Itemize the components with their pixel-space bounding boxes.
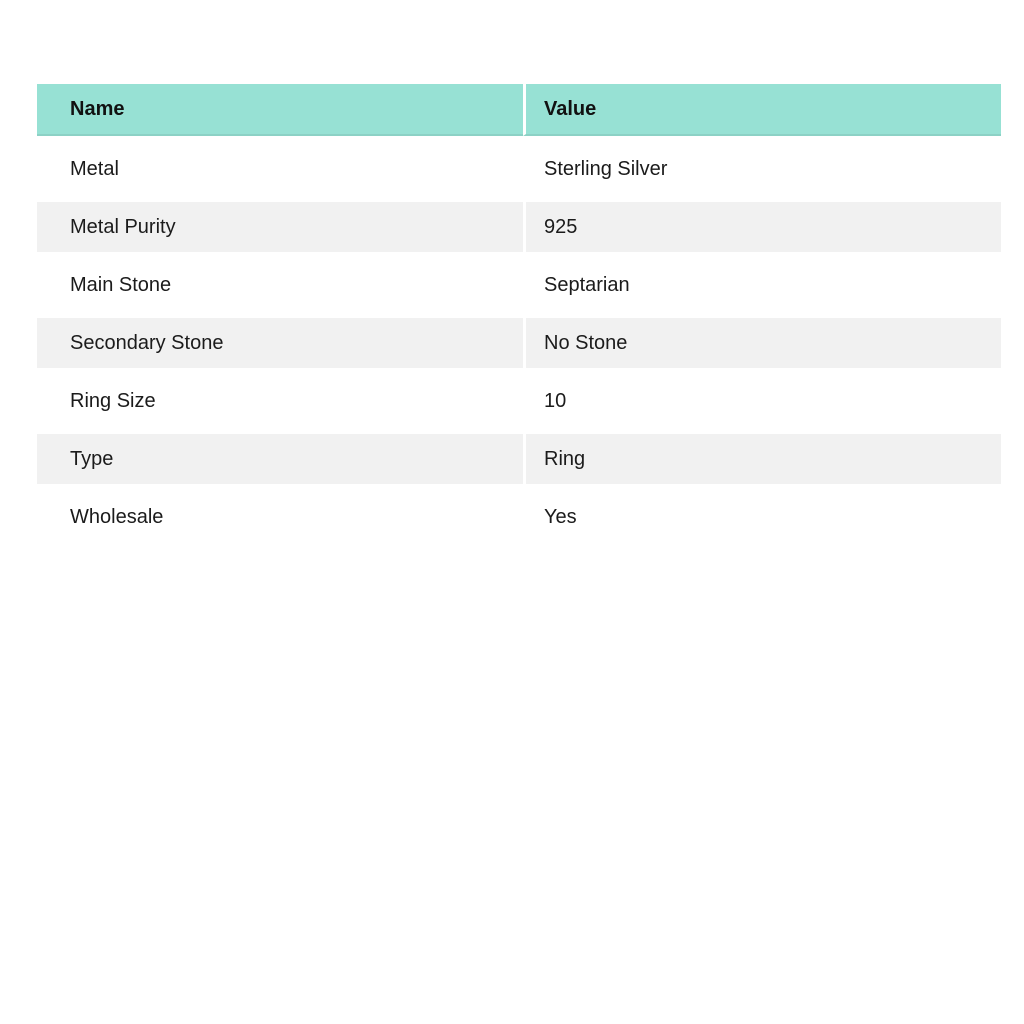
attribute-name-cell: Metal Purity bbox=[70, 215, 176, 238]
name-column-header: Name bbox=[37, 84, 523, 136]
attribute-value-cell: Sterling Silver bbox=[523, 144, 1001, 194]
attribute-name-cell: Secondary Stone bbox=[70, 331, 224, 354]
attribute-value-cell: Septarian bbox=[523, 260, 1001, 310]
attribute-name-cell: Type bbox=[70, 447, 114, 470]
value-column-header: Value bbox=[523, 84, 1001, 136]
table-row bbox=[37, 260, 1001, 310]
attribute-name-cell: Wholesale bbox=[70, 505, 164, 528]
attribute-name-cell: Ring Size bbox=[70, 389, 156, 412]
attribute-name-cell: Metal bbox=[70, 157, 119, 180]
header-row bbox=[37, 84, 1001, 136]
attribute-value-cell: Yes bbox=[523, 492, 1001, 542]
table-row bbox=[37, 434, 1001, 484]
attribute-value-cell: No Stone bbox=[523, 318, 1001, 368]
table-row bbox=[37, 376, 1001, 426]
attributes-table-container bbox=[37, 76, 1001, 550]
attribute-value-cell: Ring bbox=[523, 434, 1001, 484]
table-row bbox=[37, 492, 1001, 542]
table-row bbox=[37, 144, 1001, 194]
attribute-name-cell: Main Stone bbox=[70, 273, 172, 296]
attributes-table-header bbox=[37, 84, 1001, 136]
attribute-value-cell: 925 bbox=[523, 202, 1001, 252]
attributes-table bbox=[37, 76, 1001, 550]
table-row bbox=[37, 318, 1001, 368]
table-row bbox=[37, 202, 1001, 252]
attribute-value-cell: 10 bbox=[523, 376, 1001, 426]
attributes-table-body bbox=[37, 144, 1001, 542]
